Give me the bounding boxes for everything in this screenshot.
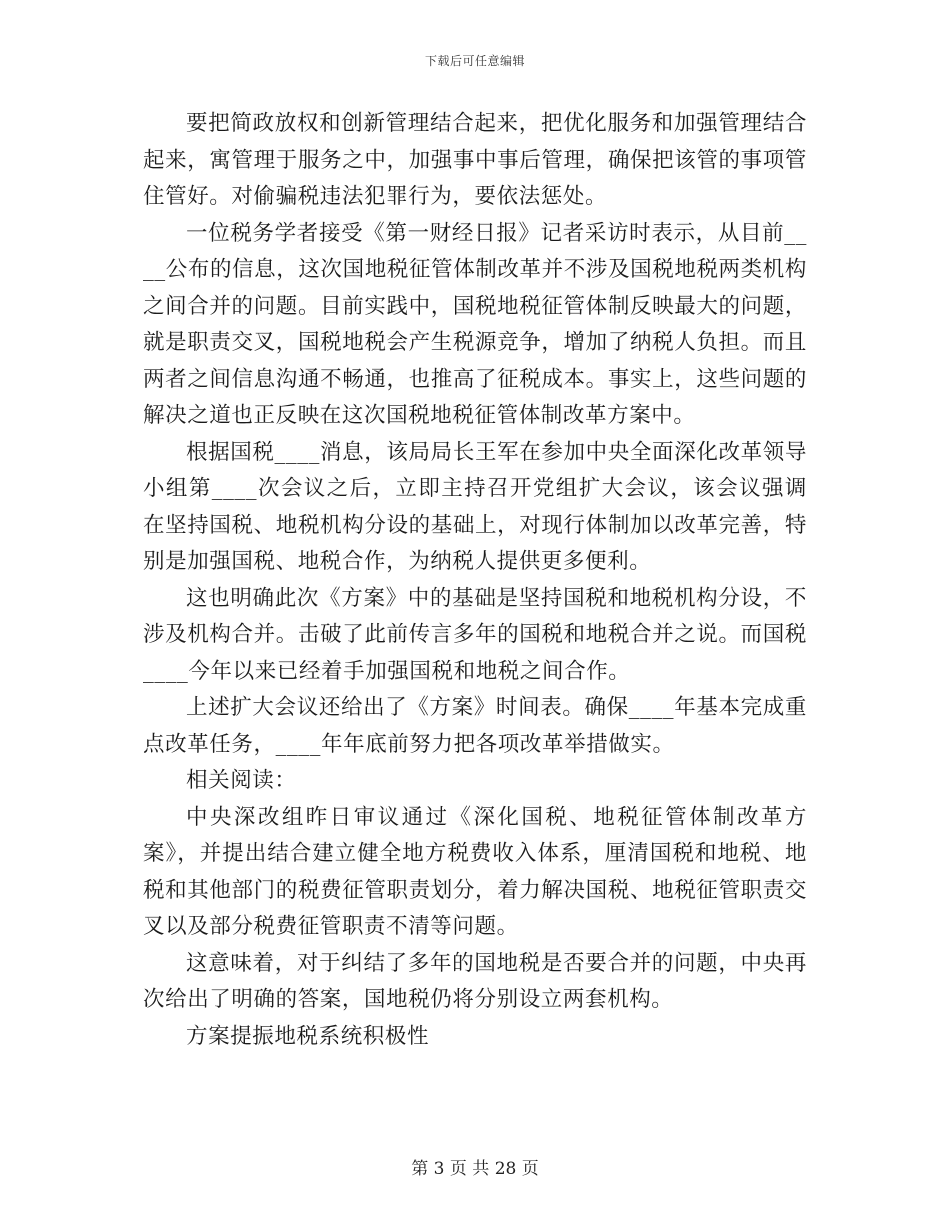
- page-number: 第 3 页 共 28 页: [411, 1159, 539, 1179]
- paragraph-8: 这意味着，对于纠结了多年的国地税是否要合并的问题，中央再次给出了明确的答案，国地税仍将分别设立两套机构。: [143, 950, 807, 1012]
- paragraph-7: 中央深改组昨日审议通过《深化国税、地税征管体制改革方案》，并提出结合建立健全地方税费收入体系，厘清国税和地税、地税和其他部门的税费征管职责划分，着力解决国税、地税征管职责交叉以及部分税费征管职责不清等问题。: [143, 804, 807, 939]
- document-body: [143, 106, 807, 1055]
- paragraph-9: 方案提振地税系统积极性: [186, 1023, 430, 1049]
- paragraph-4: 这也明确此次《方案》中的基础是坚持国税和地税机构分设，不涉及机构合并。击破了此前传言多年的国税和地税合并之说。而国税____今年以来已经着手加强国税和地税之间合作。: [143, 585, 807, 684]
- paragraph-1: 要把简政放权和创新管理结合起来，把优化服务和加强管理结合起来，寓管理于服务之中，加强事中事后管理，确保把该管的事项管住管好。对偷骗税违法犯罪行为，要依法惩处。: [143, 111, 807, 209]
- paragraph-3: 根据国税____消息，该局局长王军在参加中央全面深化改革领导小组第____次会议之后，立即主持召开党组扩大会议，该会议强调在坚持国税、地税机构分设的基础上，对现行体制加以改革完善，特别是加强国税、地税合作，为纳税人提供更多便利。: [143, 439, 807, 574]
- page-header-note: 下载后可任意编辑: [424, 54, 525, 68]
- paragraph-5: 上述扩大会议还给出了《方案》时间表。确保____年基本完成重点改革任务，____年年底前努力把各项改革举措做实。: [143, 695, 807, 757]
- paragraph-2: 一位税务学者接受《第一财经日报》记者采访时表示，从目前____公布的信息，这次国地税征管体制改革并不涉及国税地税两类机构之间合并的问题。目前实践中，国税地税征管体制反映最大的问题，就是职责交叉，国税地税会产生税源竞争，增加了纳税人负担。而且两者之间信息沟通不畅通，也推高了征税成本。事实上，这些问题的解决之道也正反映在这次国税地税征管体制改革方案中。: [143, 220, 807, 428]
- paragraph-6: 相关阅读：: [186, 768, 297, 793]
